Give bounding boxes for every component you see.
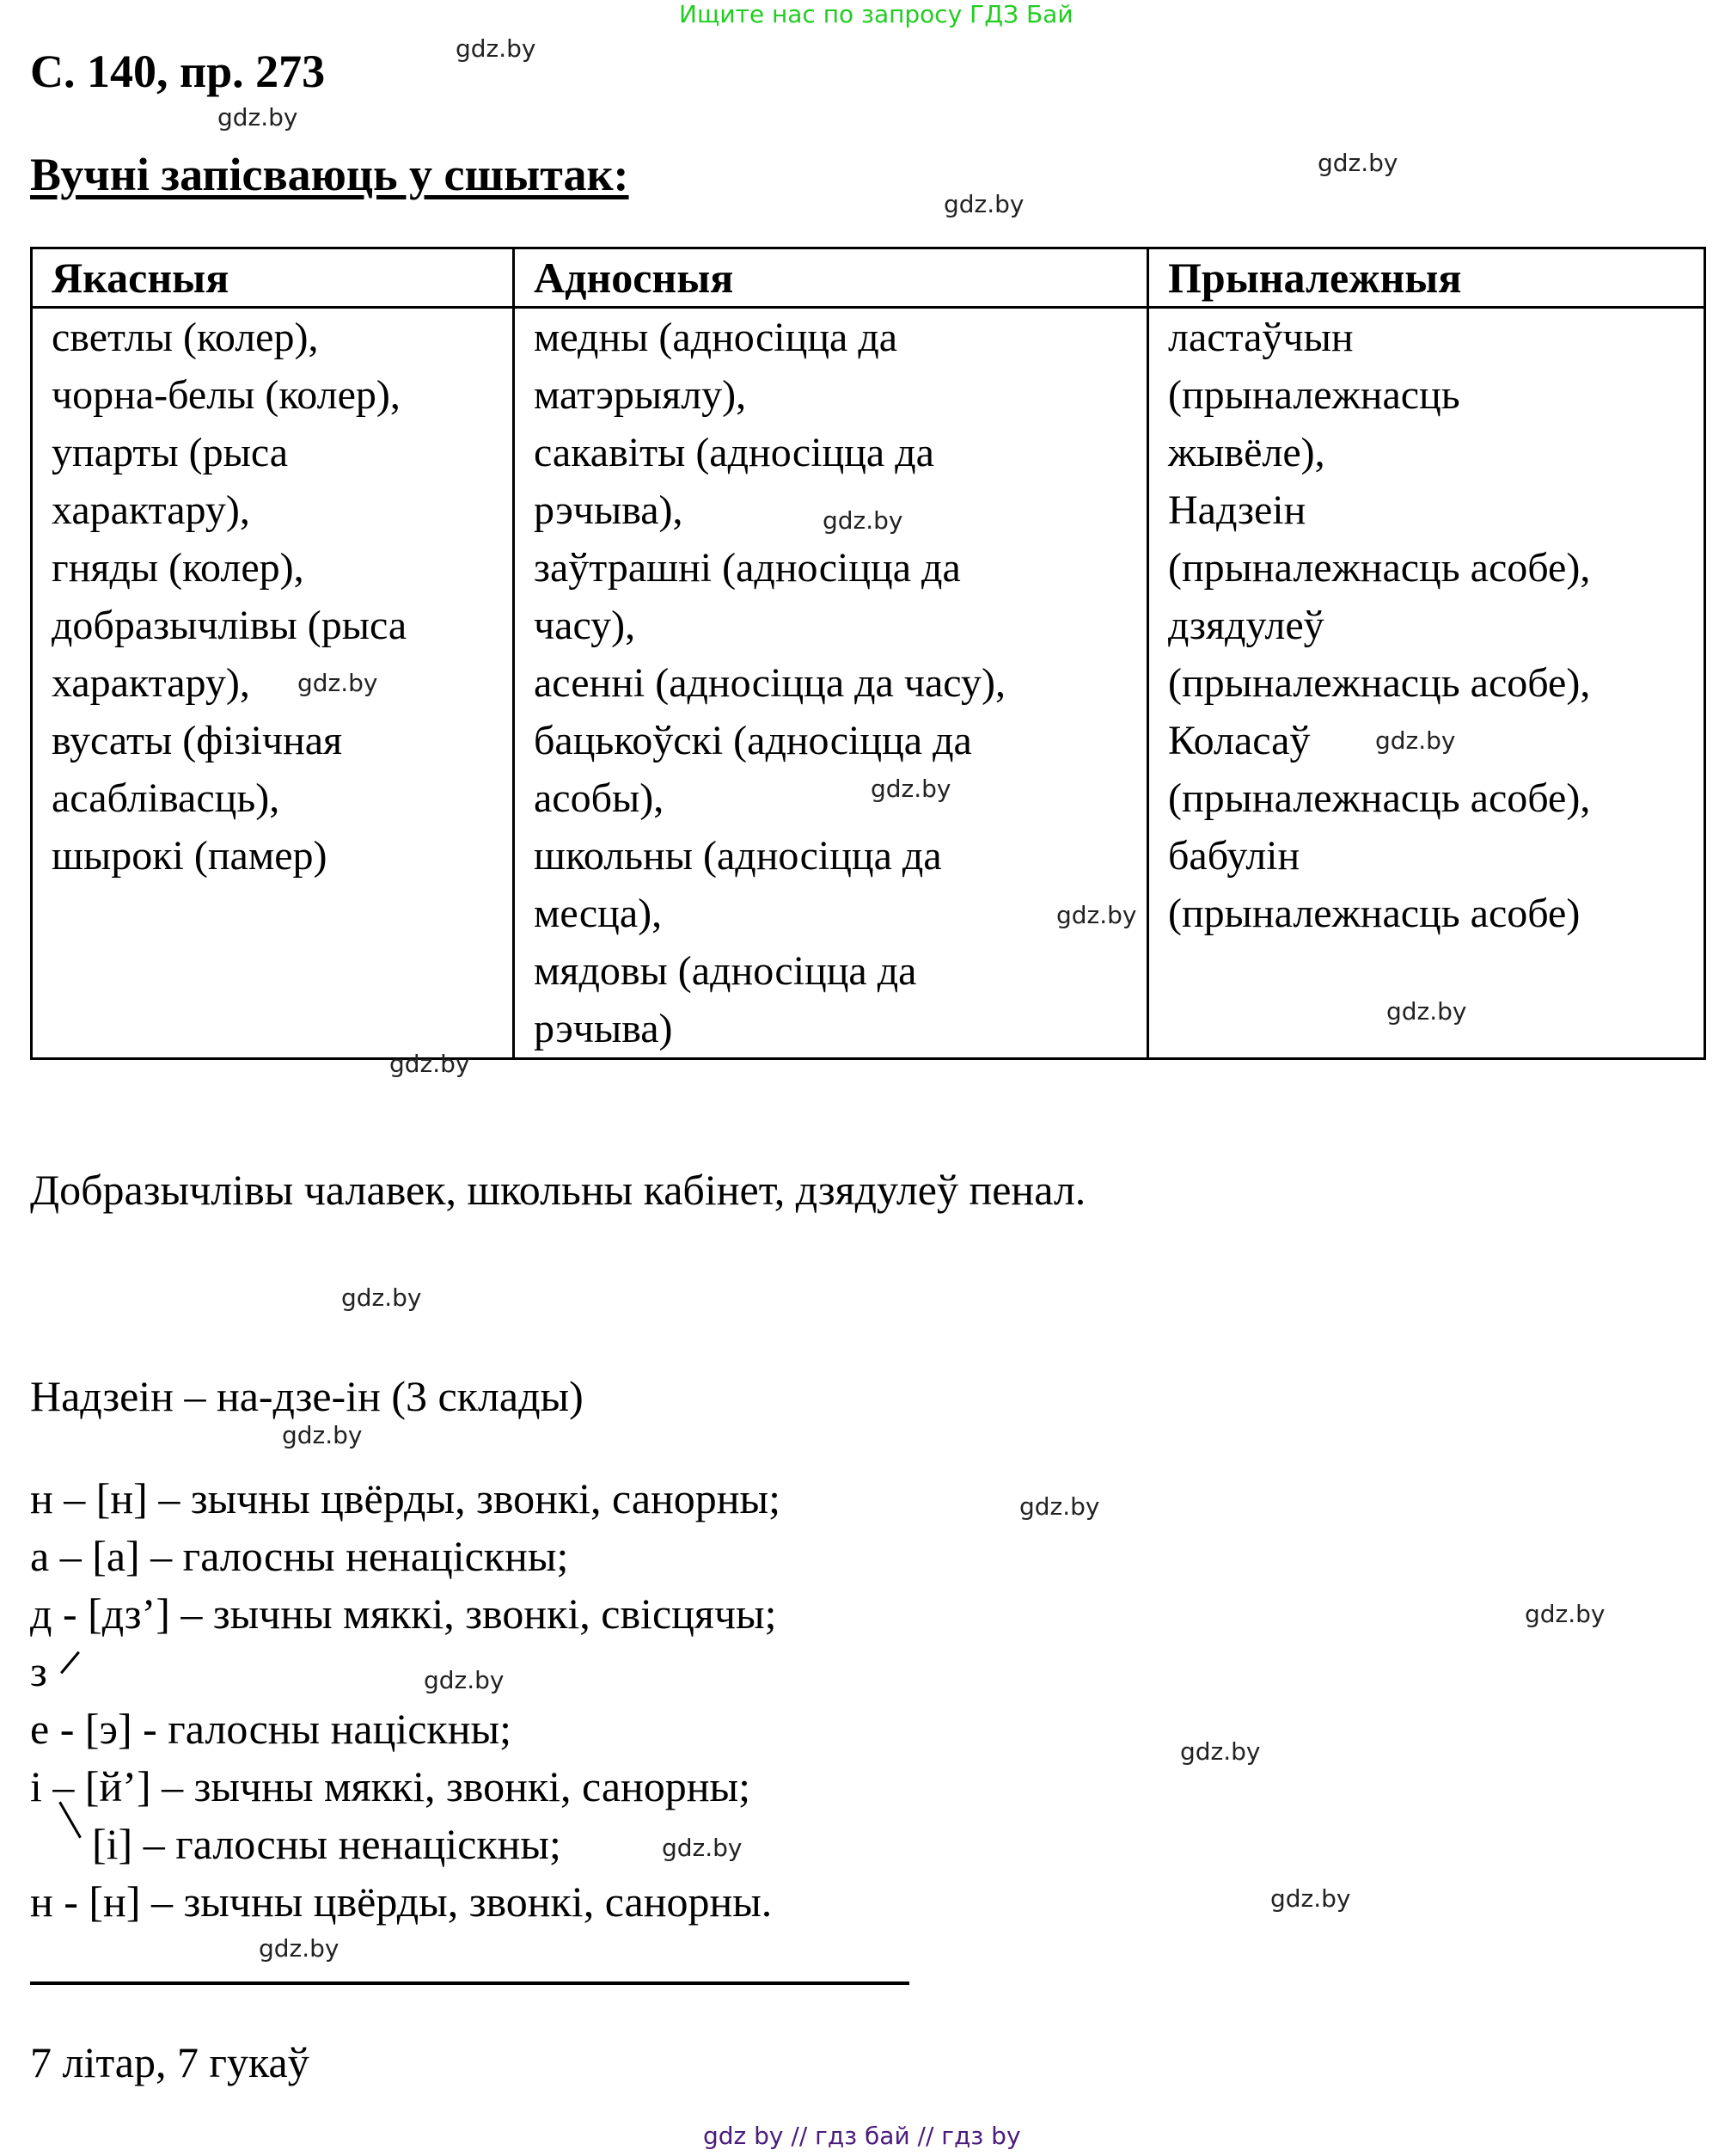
cell-line: месца), bbox=[534, 891, 663, 936]
divider-line bbox=[30, 1981, 909, 1985]
cell-line: дзядулеў bbox=[1168, 603, 1324, 648]
header-possessive: Прыналежныя bbox=[1148, 248, 1705, 308]
cell-line: чорна-белы (колер), bbox=[52, 372, 401, 418]
cell-line: Коласаў bbox=[1168, 718, 1311, 763]
cell-line: характару), bbox=[52, 487, 250, 533]
watermark: gdz.by bbox=[944, 190, 1025, 218]
cell-line: упарты (рыса bbox=[52, 430, 289, 475]
phonetic-line: з bbox=[30, 1647, 47, 1695]
cell-line: мядовы (адносіцца да bbox=[534, 948, 917, 994]
phonetic-line: н - [н] – зычны цвёрды, звонкі, санорны. bbox=[30, 1877, 773, 1926]
watermark: gdz.by bbox=[823, 506, 903, 535]
cell-line: (прыналежнасць асобе) bbox=[1168, 891, 1581, 936]
cell-line: бабулін bbox=[1168, 833, 1300, 879]
cell-line: характару), bbox=[52, 660, 250, 706]
table-header-row bbox=[32, 248, 1705, 308]
phonetic-line: н – [н] – зычны цвёрды, звонкі, санорны; bbox=[30, 1474, 781, 1522]
phonetic-line: а – [а] – галосны ненаціскны; bbox=[30, 1532, 569, 1580]
cell-line: асаблівасць), bbox=[52, 775, 280, 821]
cell-line: (прыналежнасць bbox=[1168, 372, 1460, 418]
watermark: gdz.by bbox=[1056, 901, 1137, 929]
cell-line: добразычлівы (рыса bbox=[52, 603, 407, 648]
watermark: gdz.by bbox=[1375, 726, 1456, 755]
cell-line: заўтрашні (адносіцца да bbox=[534, 545, 961, 591]
page-title: С. 140, пр. 273 bbox=[30, 46, 326, 97]
cell-line: шырокі (памер) bbox=[52, 833, 327, 879]
watermark: gdz.by bbox=[282, 1421, 363, 1449]
cell-line: медны (адносіцца да bbox=[534, 315, 898, 360]
phonetic-line: і – [й’] – зычны мяккі, звонкі, санорны; bbox=[30, 1762, 751, 1810]
watermark: gdz.by bbox=[1019, 1492, 1100, 1521]
footer-watermark: gdz by // гдз бай // гдз by bbox=[703, 2122, 1021, 2150]
watermark: gdz.by bbox=[1318, 149, 1398, 177]
watermark: gdz.by bbox=[1386, 997, 1467, 1026]
cell-line: асобы), bbox=[534, 775, 664, 821]
qualitative-cell bbox=[32, 308, 514, 1059]
cell-line: ластаўчын bbox=[1168, 315, 1354, 360]
cell-line: светлы (колер), bbox=[52, 315, 319, 360]
header-qualitative: Якасныя bbox=[32, 248, 514, 308]
section-subtitle: Вучні запісваюць у сшытак: bbox=[30, 149, 629, 200]
watermark: gdz.by bbox=[341, 1283, 422, 1312]
watermark: gdz.by bbox=[456, 34, 536, 63]
watermark: gdz.by bbox=[297, 669, 378, 697]
relative-cell bbox=[514, 308, 1148, 1059]
phonetic-line: д - [дз’] – зычны мяккі, звонкі, свісцячы; bbox=[30, 1589, 777, 1638]
cell-line: сакавіты (адносіцца да bbox=[534, 430, 934, 475]
watermark: gdz.by bbox=[1270, 1884, 1351, 1913]
watermark: gdz.by bbox=[259, 1934, 339, 1963]
watermark: gdz.by bbox=[217, 103, 298, 132]
possessive-cell bbox=[1148, 308, 1705, 1059]
cell-line: вусаты (фізічная bbox=[52, 718, 343, 763]
watermark: gdz.by bbox=[1525, 1600, 1606, 1628]
summary-line: 7 літар, 7 гукаў bbox=[30, 2038, 309, 2086]
cell-line: бацькоўскі (адносіцца да bbox=[534, 718, 972, 763]
watermark: gdz.by bbox=[871, 775, 951, 803]
phrases-line: Добразычлівы чалавек, школьны кабінет, дзядулеў пенал. bbox=[30, 1166, 1086, 1214]
cell-line: (прыналежнасць асобе), bbox=[1168, 660, 1591, 706]
cell-line: рэчыва), bbox=[534, 487, 683, 533]
watermark: gdz.by bbox=[662, 1834, 743, 1862]
search-banner: Ищите нас по запросу ГДЗ Бай bbox=[679, 0, 1074, 28]
cell-line: жывёле), bbox=[1168, 430, 1325, 475]
cell-line: (прыналежнасць асобе), bbox=[1168, 775, 1591, 821]
cell-line: рэчыва) bbox=[534, 1006, 673, 1051]
cell-line: Надзеін bbox=[1168, 487, 1306, 533]
cell-line: матэрыялу), bbox=[534, 372, 747, 418]
cell-line: (прыналежнасць асобе), bbox=[1168, 545, 1591, 591]
cell-line: часу), bbox=[534, 603, 636, 648]
syllable-division: Надзеін – на-дзе-ін (3 склады) bbox=[30, 1372, 584, 1420]
adjective-classification-table bbox=[30, 247, 1706, 1060]
table-row bbox=[32, 308, 1705, 1059]
phonetic-line: е - [э] - галосны націскны; bbox=[30, 1705, 511, 1753]
header-relative: Адносныя bbox=[514, 248, 1148, 308]
cell-line: школьны (адносіцца да bbox=[534, 833, 942, 879]
phonetic-line: [і] – галосны ненаціскны; bbox=[92, 1820, 561, 1868]
watermark: gdz.by bbox=[1180, 1737, 1261, 1766]
watermark: gdz.by bbox=[389, 1050, 470, 1078]
cell-line: гняды (колер), bbox=[52, 545, 304, 591]
cell-line: асенні (адносіцца да часу), bbox=[534, 660, 1006, 706]
watermark: gdz.by bbox=[424, 1666, 505, 1694]
